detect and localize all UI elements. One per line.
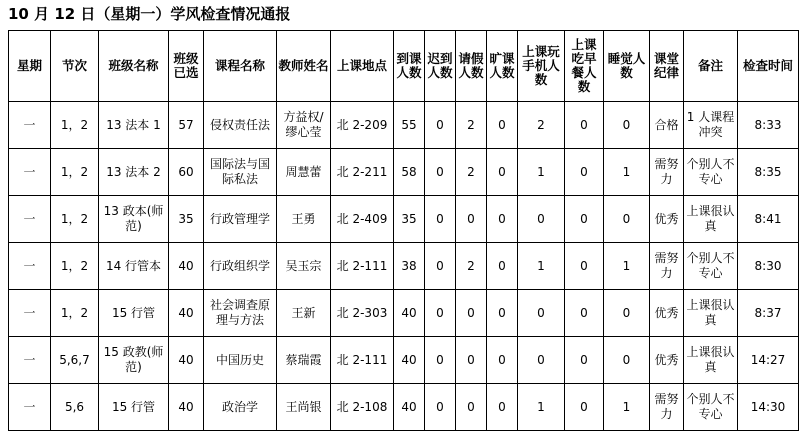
cell-late: 0 <box>425 102 456 149</box>
cell-phone: 1 <box>518 149 565 196</box>
cell-leave: 2 <box>456 102 487 149</box>
cell-absent: 0 <box>487 384 518 431</box>
cell-phone: 2 <box>518 102 565 149</box>
cell-leave: 2 <box>456 243 487 290</box>
inspection-table <box>8 30 799 431</box>
cell-teacher: 周慧蕾 <box>277 149 331 196</box>
cell-discipline: 需努力 <box>650 243 684 290</box>
cell-teacher: 蔡瑞霞 <box>277 337 331 384</box>
cell-phone: 0 <box>518 337 565 384</box>
header-absent: 旷课人数 <box>487 31 518 102</box>
cell-class-name: 15 行管 <box>99 384 169 431</box>
table-row <box>9 149 799 196</box>
header-teacher: 教师姓名 <box>277 31 331 102</box>
cell-sleep: 0 <box>604 337 650 384</box>
cell-class-name: 14 行管本 <box>99 243 169 290</box>
cell-weekday: 一 <box>9 196 51 243</box>
table-row <box>9 337 799 384</box>
header-remark: 备注 <box>684 31 738 102</box>
cell-location: 北 2-409 <box>331 196 394 243</box>
cell-enrolled: 40 <box>169 337 204 384</box>
header-sleep: 睡觉人数 <box>604 31 650 102</box>
cell-absent: 0 <box>487 102 518 149</box>
page-title: 10 月 12 日（星期一）学风检查情况通报 <box>8 5 291 23</box>
cell-sleep: 0 <box>604 290 650 337</box>
cell-teacher: 王勇 <box>277 196 331 243</box>
cell-sleep: 0 <box>604 196 650 243</box>
cell-discipline: 合格 <box>650 102 684 149</box>
cell-weekday: 一 <box>9 149 51 196</box>
table-row <box>9 102 799 149</box>
cell-breakfast: 0 <box>565 337 604 384</box>
cell-discipline: 优秀 <box>650 196 684 243</box>
cell-location: 北 2-211 <box>331 149 394 196</box>
cell-discipline: 优秀 <box>650 290 684 337</box>
cell-class-name: 13 法本 1 <box>99 102 169 149</box>
cell-absent: 0 <box>487 196 518 243</box>
cell-breakfast: 0 <box>565 290 604 337</box>
cell-course: 侵权责任法 <box>204 102 277 149</box>
cell-class-name: 15 行管 <box>99 290 169 337</box>
cell-leave: 2 <box>456 149 487 196</box>
cell-attended: 55 <box>394 102 425 149</box>
table-row <box>9 290 799 337</box>
header-phone: 上课玩手机人数 <box>518 31 565 102</box>
cell-location: 北 2-108 <box>331 384 394 431</box>
header-late: 迟到人数 <box>425 31 456 102</box>
cell-course: 政治学 <box>204 384 277 431</box>
header-class-name: 班级名称 <box>99 31 169 102</box>
cell-phone: 1 <box>518 243 565 290</box>
header-location: 上课地点 <box>331 31 394 102</box>
cell-weekday: 一 <box>9 243 51 290</box>
cell-weekday: 一 <box>9 384 51 431</box>
cell-late: 0 <box>425 384 456 431</box>
cell-check-time: 8:35 <box>738 149 799 196</box>
cell-sleep: 1 <box>604 243 650 290</box>
cell-course: 社会调查原理与方法 <box>204 290 277 337</box>
cell-attended: 40 <box>394 337 425 384</box>
cell-course: 国际法与国际私法 <box>204 149 277 196</box>
cell-discipline: 需努力 <box>650 149 684 196</box>
cell-check-time: 14:30 <box>738 384 799 431</box>
cell-weekday: 一 <box>9 290 51 337</box>
cell-remark: 上课很认真 <box>684 337 738 384</box>
cell-teacher: 王新 <box>277 290 331 337</box>
cell-weekday: 一 <box>9 102 51 149</box>
cell-class-name: 15 政教(师范) <box>99 337 169 384</box>
cell-teacher: 王尚银 <box>277 384 331 431</box>
cell-teacher: 吴玉宗 <box>277 243 331 290</box>
cell-breakfast: 0 <box>565 102 604 149</box>
cell-course: 中国历史 <box>204 337 277 384</box>
cell-discipline: 优秀 <box>650 337 684 384</box>
cell-late: 0 <box>425 149 456 196</box>
cell-period: 1，2 <box>51 243 99 290</box>
cell-attended: 40 <box>394 290 425 337</box>
cell-period: 1，2 <box>51 149 99 196</box>
cell-period: 1，2 <box>51 196 99 243</box>
cell-location: 北 2-111 <box>331 337 394 384</box>
cell-period: 5,6,7 <box>51 337 99 384</box>
cell-leave: 0 <box>456 290 487 337</box>
cell-check-time: 8:30 <box>738 243 799 290</box>
cell-attended: 58 <box>394 149 425 196</box>
cell-late: 0 <box>425 196 456 243</box>
header-enrolled: 班级已选 <box>169 31 204 102</box>
cell-enrolled: 57 <box>169 102 204 149</box>
cell-course: 行政组织学 <box>204 243 277 290</box>
cell-absent: 0 <box>487 243 518 290</box>
cell-check-time: 8:41 <box>738 196 799 243</box>
cell-period: 5,6 <box>51 384 99 431</box>
cell-teacher: 方益权/缪心莹 <box>277 102 331 149</box>
table-row <box>9 384 799 431</box>
cell-leave: 0 <box>456 196 487 243</box>
cell-remark: 上课很认真 <box>684 290 738 337</box>
cell-sleep: 1 <box>604 384 650 431</box>
cell-remark: 个别人不专心 <box>684 243 738 290</box>
cell-phone: 1 <box>518 384 565 431</box>
cell-breakfast: 0 <box>565 149 604 196</box>
cell-check-time: 8:33 <box>738 102 799 149</box>
cell-class-name: 13 法本 2 <box>99 149 169 196</box>
cell-leave: 0 <box>456 337 487 384</box>
cell-location: 北 2-111 <box>331 243 394 290</box>
cell-course: 行政管理学 <box>204 196 277 243</box>
cell-enrolled: 35 <box>169 196 204 243</box>
cell-phone: 0 <box>518 196 565 243</box>
cell-period: 1，2 <box>51 102 99 149</box>
cell-sleep: 0 <box>604 102 650 149</box>
header-course: 课程名称 <box>204 31 277 102</box>
cell-remark: 上课很认真 <box>684 196 738 243</box>
cell-enrolled: 40 <box>169 384 204 431</box>
cell-attended: 38 <box>394 243 425 290</box>
header-discipline: 课堂纪律 <box>650 31 684 102</box>
cell-late: 0 <box>425 243 456 290</box>
cell-enrolled: 40 <box>169 243 204 290</box>
cell-breakfast: 0 <box>565 243 604 290</box>
cell-phone: 0 <box>518 290 565 337</box>
cell-period: 1，2 <box>51 290 99 337</box>
header-period: 节次 <box>51 31 99 102</box>
cell-discipline: 需努力 <box>650 384 684 431</box>
table-row <box>9 243 799 290</box>
cell-absent: 0 <box>487 290 518 337</box>
cell-class-name: 13 政本(师范) <box>99 196 169 243</box>
header-weekday: 星期 <box>9 31 51 102</box>
header-breakfast: 上课吃早餐人数 <box>565 31 604 102</box>
cell-enrolled: 60 <box>169 149 204 196</box>
cell-sleep: 1 <box>604 149 650 196</box>
cell-enrolled: 40 <box>169 290 204 337</box>
cell-check-time: 8:37 <box>738 290 799 337</box>
cell-remark: 1 人课程冲突 <box>684 102 738 149</box>
cell-location: 北 2-209 <box>331 102 394 149</box>
cell-late: 0 <box>425 337 456 384</box>
header-check-time: 检查时间 <box>738 31 799 102</box>
cell-breakfast: 0 <box>565 384 604 431</box>
cell-location: 北 2-303 <box>331 290 394 337</box>
cell-weekday: 一 <box>9 337 51 384</box>
header-row <box>9 31 799 102</box>
cell-check-time: 14:27 <box>738 337 799 384</box>
cell-attended: 40 <box>394 384 425 431</box>
table-row <box>9 196 799 243</box>
header-attended: 到课人数 <box>394 31 425 102</box>
cell-absent: 0 <box>487 337 518 384</box>
cell-leave: 0 <box>456 384 487 431</box>
header-leave: 请假人数 <box>456 31 487 102</box>
cell-absent: 0 <box>487 149 518 196</box>
cell-attended: 35 <box>394 196 425 243</box>
cell-breakfast: 0 <box>565 196 604 243</box>
cell-late: 0 <box>425 290 456 337</box>
cell-remark: 个别人不专心 <box>684 384 738 431</box>
cell-remark: 个别人不专心 <box>684 149 738 196</box>
